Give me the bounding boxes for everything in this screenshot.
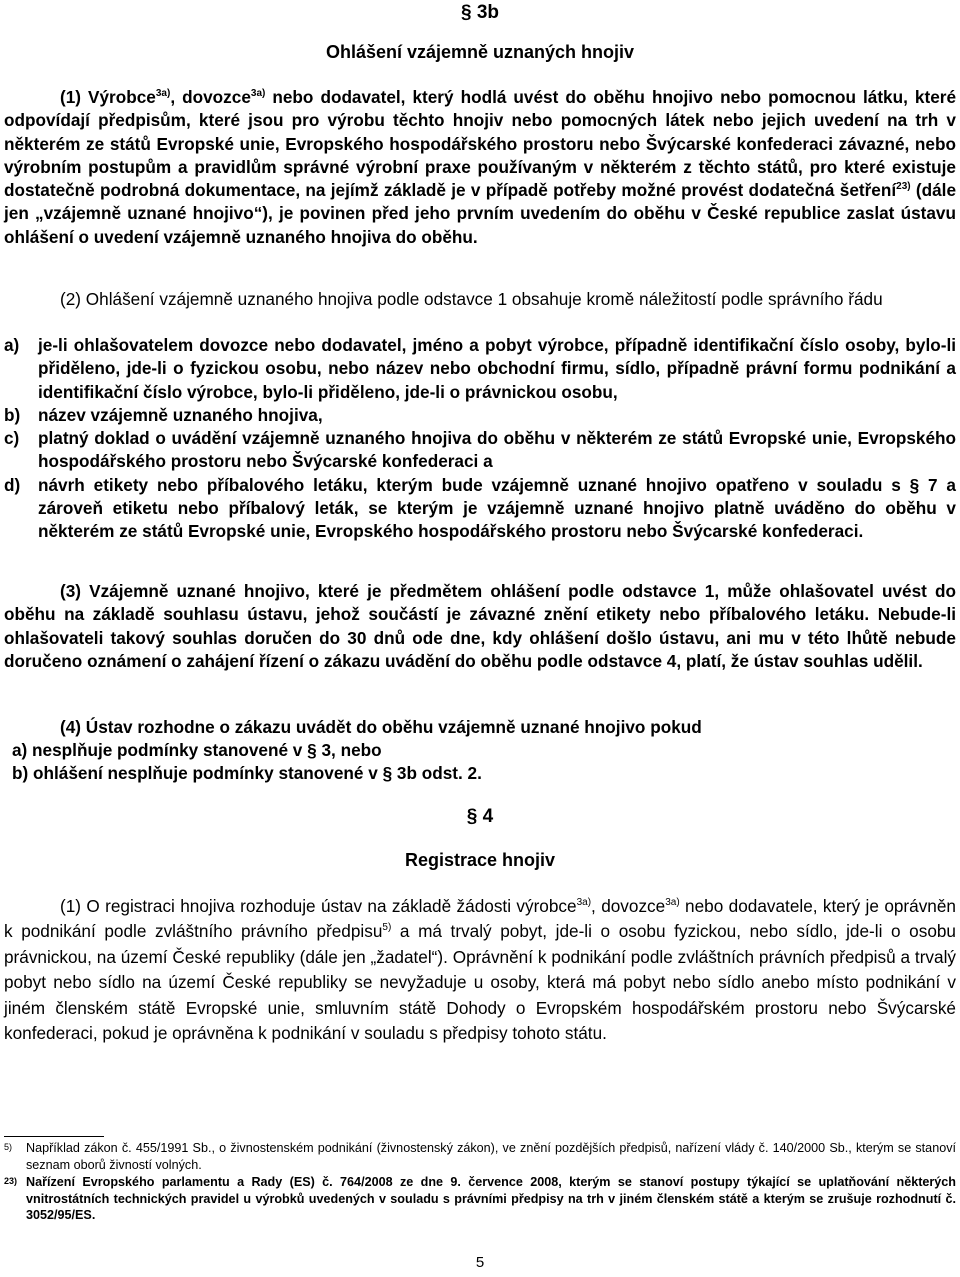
section-3b-paragraph-3: (3) Vzájemně uznané hnojivo, které je předmětem ohlášení podle odstavce 1, může ohlašovatel uvést do oběhu na základě souhlasu ústavu, jehož součástí je závazné znění etikety nebo příbalového letáku. Nebude-li ohlašovateli takový souhlas doručen do 30 dnů ode dne, kdy ohlášení došlo ústavu, ani mu v této lhůtě nebude doručeno oznámení o zahájení řízení o zákazu uvádění do oběhu podle odstavce 4, platí, že ústav souhlas udělil. (4, 581, 956, 671)
section-3b-paragraph-2-intro: (2) Ohlášení vzájemně uznaného hnojiva podle odstavce 1 obsahuje kromě náležitostí podle správního řádu (60, 289, 883, 309)
list-item: a) je-li ohlašovatelem dovozce nebo dodavatel, jméno a pobyt výrobce, případně identifikační číslo osoby, bylo-li přiděleno, jde-li o fyzickou osobu, nebo název nebo obchodní firmu, sídlo, případně právní formu podnikání a identifikační číslo výrobce, bylo-li přiděleno, jde-li o právnickou osobu, (4, 335, 956, 402)
section-3b-number: § 3b (460, 2, 500, 23)
section-3b-paragraph-1 (4, 86, 956, 249)
page-number: 5 (475, 1254, 485, 1271)
list-item: c) platný doklad o uvádění vzájemně uznaného hnojiva do oběhu v některém ze států Evropské unie, Evropského hospodářského prostoru nebo Švýcarské konfederaci a (4, 428, 956, 472)
footnote-5: 5) Například zákon č. 455/1991 Sb., o živnostenském podnikání (živnostenský zákon), ve znění pozdějších předpisů, nařízení vlády č. 140/2000 Sb., kterým se stanoví seznam oborů živností volných. (4, 1141, 956, 1172)
footnote-ref: 23) (896, 181, 911, 193)
footnote-ref: 3a) (155, 88, 171, 99)
footnote-ref: 5) (382, 922, 392, 934)
footnote-ref: 3a) (250, 88, 266, 99)
list-item: b) ohlášení nesplňuje podmínky stanovené v § 3b odst. 2. (12, 763, 482, 784)
section-4-number: § 4 (466, 806, 494, 827)
p1-text-a: (1) Výrobce (60, 87, 156, 107)
section-3b-paragraph-2-list (4, 334, 956, 544)
section-4-paragraph-1: (1) O registraci hnojiva rozhoduje ústav na základě žádosti výrobce$^{3a)}$, dovozce$^{3a)}$ nebo dodavatele, který je oprávněn k podnikání podle zvláštního právního předpisu$^{5)}$ a má trvalý pobyt, jde-li o osobu fyzickou, nebo sídlo, jde-li o osobu právnickou, na území České republiky (dále jen „žadatel“). Oprávnění k podnikání podle zvláštních právních předpisů a trvalý pobyt nebo sídlo na území České republiky se nevyžaduje u osoby, která má pobyt nebo sídlo anebo místo podnikání v jiném členském státě Evropské unie, smluvním státě Dohody o Evropském hospodářském prostoru nebo Švýcarské konfederaci, pokud je oprávněna k podnikání v souladu s předpisy tohoto státu. (4, 896, 956, 1044)
list-item: a) nesplňuje podmínky stanovené v § 3, nebo (12, 740, 382, 760)
footnote-23: 23) Nařízení Evropského parlamentu a Rady (ES) č. 764/2008 ze dne 9. července 2008, kterým se stanoví postupy týkající se uplatňování některých vnitrostátních technických pravidel u výrobků uvedených v souladu s právními předpisy na trh v jiném členském státě a kterým se zrušuje rozhodnutí č. 3052/95/ES. (4, 1175, 956, 1223)
p1-text-c: nebo dodavatel, který hodlá uvést do oběhu hnojivo nebo pomocnou látku, které odpovídají předpisům, které jsou pro výrobu těchto hnojiv nebo pomocných látek nebo jejich uvedení na trh v některém ze států Evropské unie, Evropského hospodářského prostoru nebo Švýcarské konfederaci závazné, nebo výrobním postupům a pravidlům správné výrobní praxe používaným v některém z těchto států, pro které existuje dostatečně podrobná dokumentace, na jejímž základě je v případě potřeby možné provést dodatečná šetření (4, 87, 956, 201)
list-item: d) návrh etikety nebo příbalového letáku, kterým bude vzájemně uznané hnojivo opatřeno v souladu s § 7 a zároveň etiketu nebo příbalový leták, se kterým je vzájemně uznané hnojivo platně uváděno do oběhu v některém ze států Evropské unie, Evropského hospodářského prostoru nebo Švýcarské konfederaci. (4, 474, 956, 542)
list-item: b) název vzájemně uznaného hnojiva, (4, 404, 323, 425)
section-3b-title: Ohlášení vzájemně uznaných hnojiv (325, 42, 635, 62)
p1-text-b: , dovozce (170, 87, 251, 107)
footnote-ref: 3a) (576, 897, 592, 908)
footnote-ref: 3a) (665, 897, 680, 908)
section-3b-paragraph-4-intro: (4) Ústav rozhodne o zákazu uvádět do oběhu vzájemně uznané hnojivo pokud (60, 717, 702, 737)
footnote-separator (4, 1136, 104, 1137)
section-4-title: Registrace hnojiv (404, 850, 556, 870)
section-3b-paragraph-4-list (12, 739, 482, 786)
p1-text-d: (dále jen „vzájemně uznané hnojivo“), je povinen před jeho prvním uvedením do oběhu v České republice zaslat ústavu ohlášení o uvedení vzájemně uznaného hnojiva do oběhu. (4, 180, 957, 247)
